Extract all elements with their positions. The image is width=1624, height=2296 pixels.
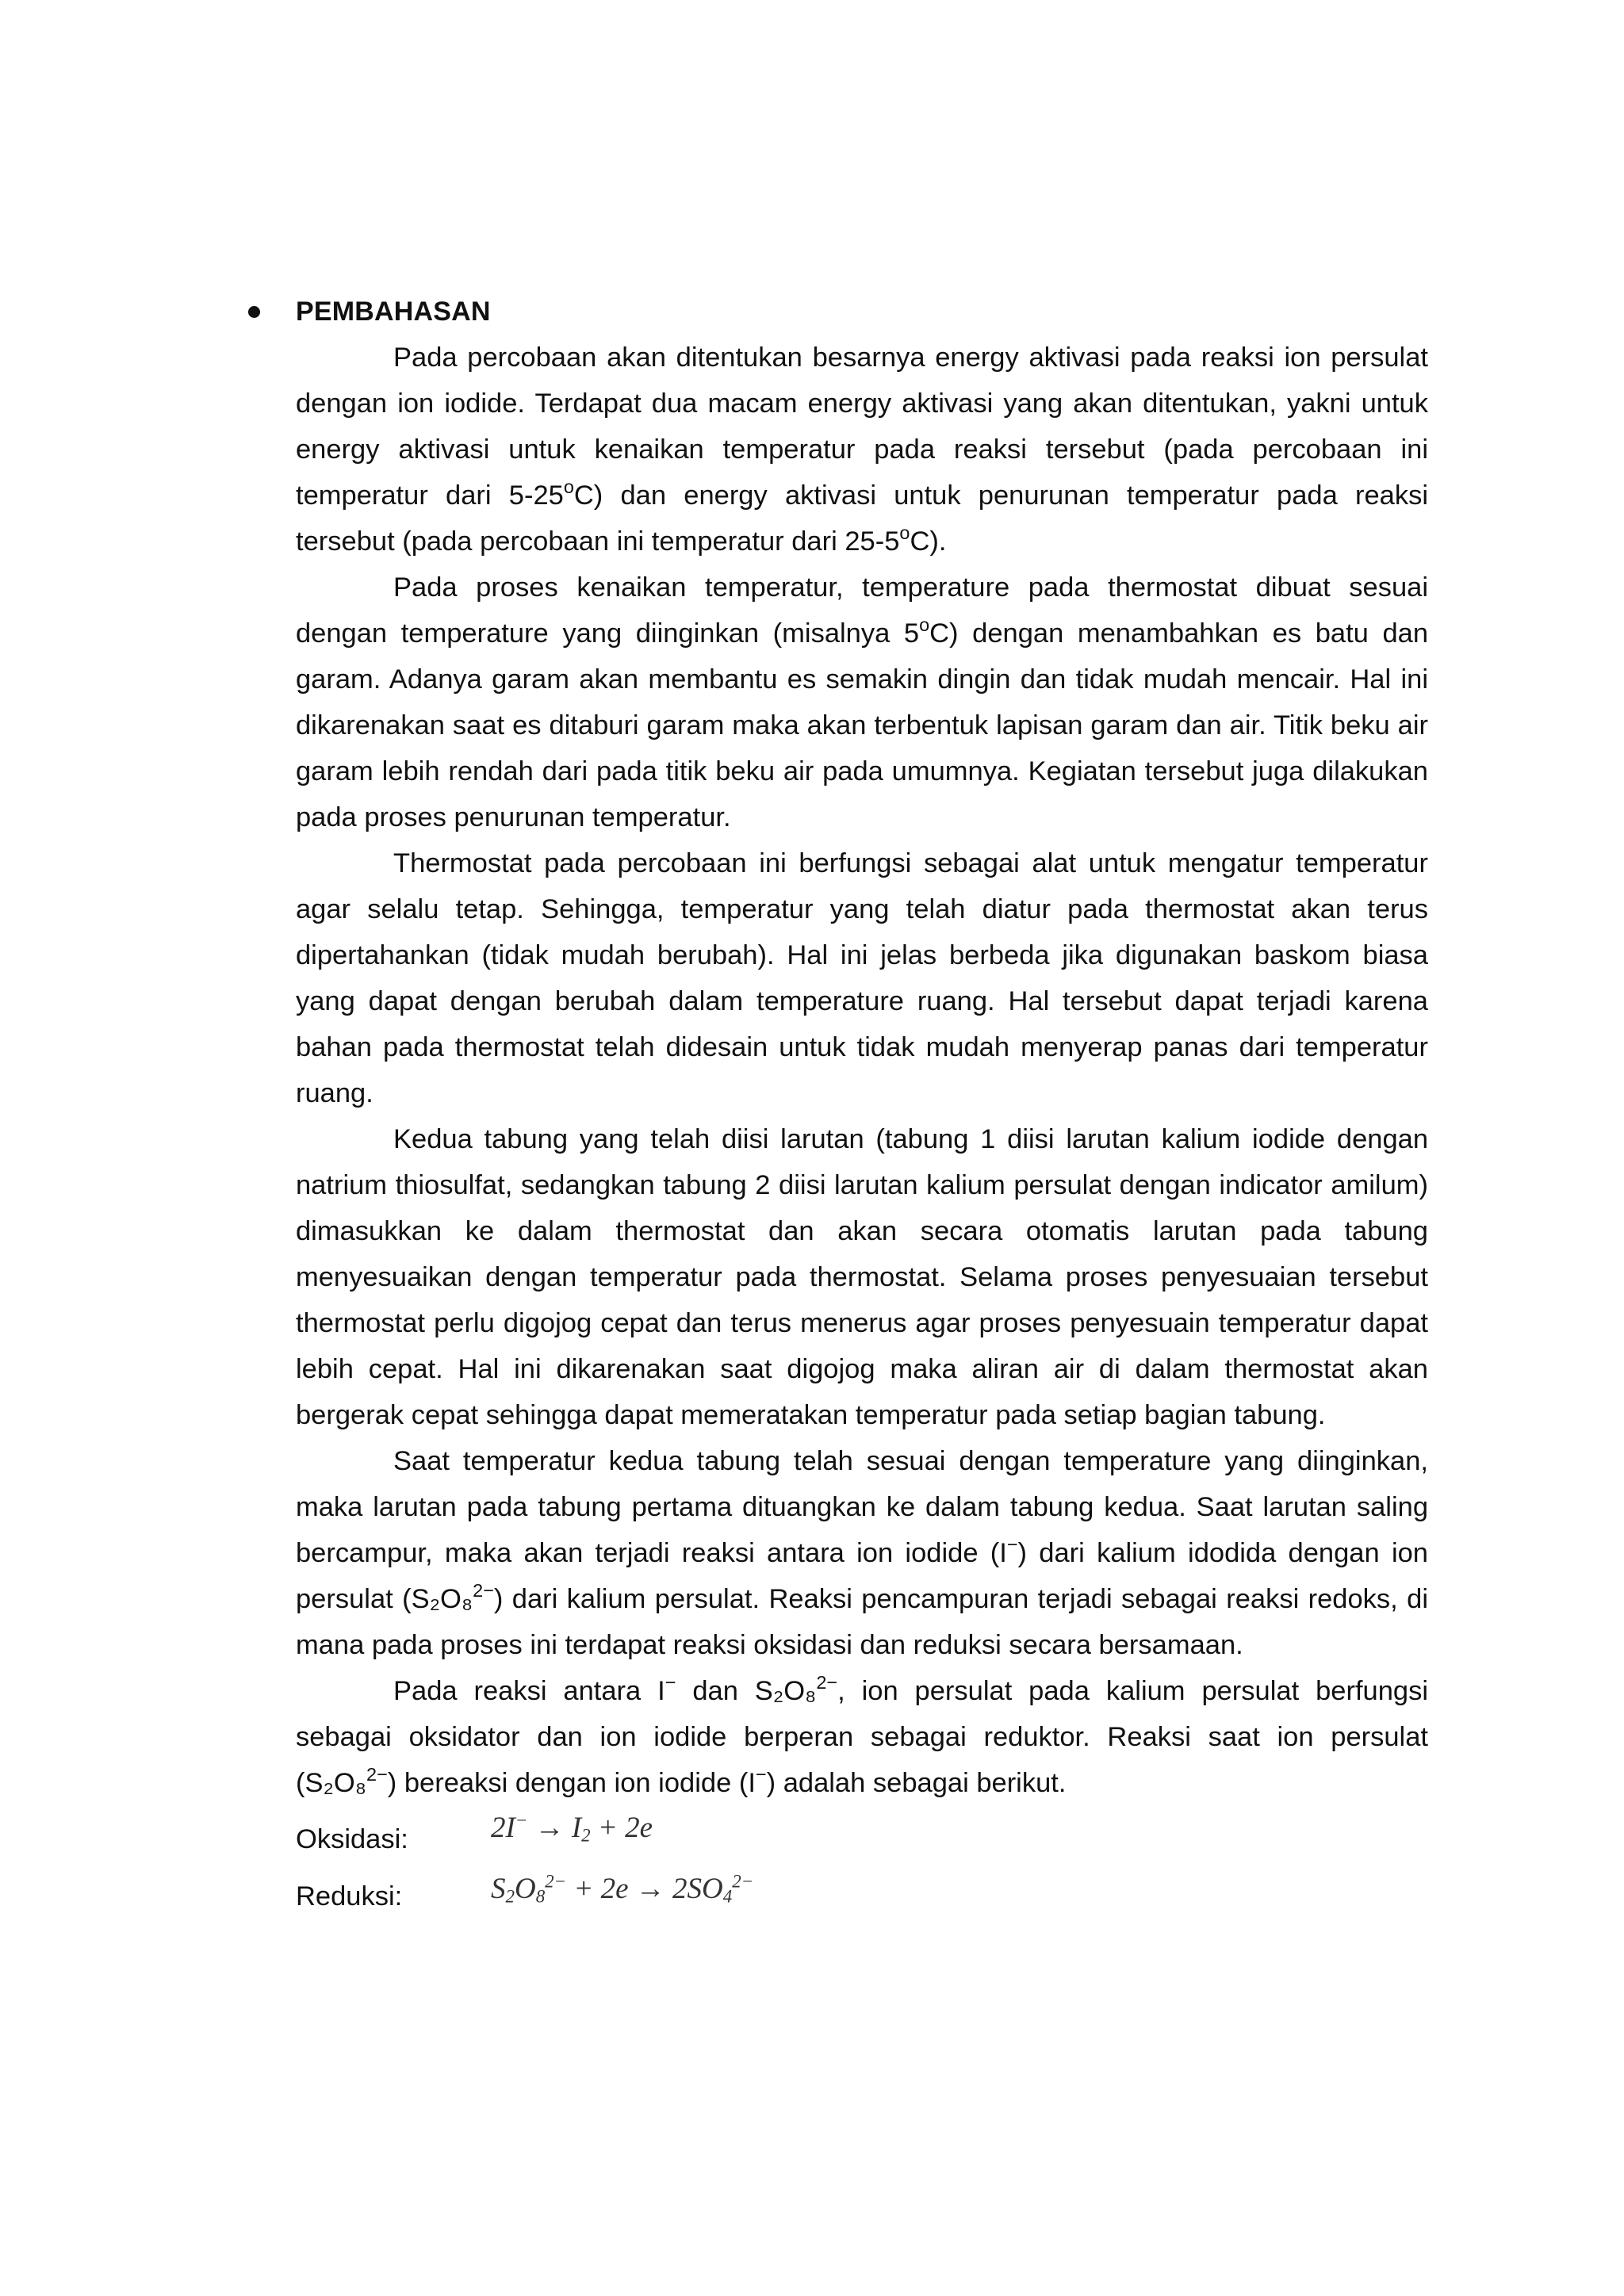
pembahasan-section bbox=[296, 289, 1428, 1920]
charge-superscript: 2− bbox=[473, 1579, 494, 1601]
paragraph-3: Thermostat pada percobaan ini berfungsi sebagai alat untuk mengatur temperatur agar selalu tetap. Sehingga, temperatur yang telah diatur pada thermostat akan terus dipertahankan (tidak mudah berubah). Hal ini jelas berbeda jika digunakan baskom biasa yang dapat dengan berubah dalam temperature ruang. Hal tersebut dapat terjadi karena bahan pada thermostat telah didesain untuk tidak mudah menyerap panas dari temperatur ruang. bbox=[296, 848, 1428, 1108]
degree-superscript: o bbox=[563, 476, 574, 497]
paragraph-text: C). bbox=[910, 526, 947, 557]
paragraph-2 bbox=[296, 564, 1428, 840]
paragraph-text: ) dari kalium idodida dengan ion persulat (S₂O₈ bbox=[296, 1538, 1428, 1614]
paragraph-text: Pada reaksi antara I bbox=[393, 1676, 665, 1706]
paragraph-5 bbox=[296, 1438, 1428, 1668]
paragraph-text: ) bereaksi dengan ion iodide (I bbox=[387, 1768, 756, 1798]
bullet-icon bbox=[248, 306, 260, 318]
formula-part: + 2e → 2SO bbox=[566, 1872, 723, 1905]
oxidation-label: Oksidasi: bbox=[296, 1823, 408, 1854]
formula-superscript: 2− bbox=[545, 1870, 567, 1891]
reduction-label: Reduksi: bbox=[296, 1881, 403, 1911]
formula-superscript: − bbox=[515, 1809, 528, 1830]
degree-superscript: o bbox=[899, 522, 910, 543]
formula-part: 2I bbox=[491, 1811, 515, 1844]
paragraph-text: C) dengan menambahkan es batu dan garam. Adanya garam akan membantu es semakin dingin dan tidak mudah mencair. Hal ini dikarenakan saat es ditaburi garam maka akan terbentuk lapisan garam dan air. Titik beku air garam lebih rendah dari pada titik beku air pada umumnya. Kegiatan tersebut juga dilakukan pada proses penurunan temperatur. bbox=[296, 618, 1429, 832]
formula-superscript: 2− bbox=[732, 1870, 754, 1891]
paragraph-text: C) dan energy aktivasi untuk penurunan temperatur pada reaksi tersebut (pada percobaan ini temperatur dari 25-5 bbox=[296, 480, 1428, 557]
charge-superscript: − bbox=[665, 1671, 676, 1693]
reduction-equation-row bbox=[296, 1863, 1428, 1920]
paragraph-text: , ion persulat pada kalium persulat berfungsi sebagai oksidator dan ion iodide berperan sebagai reduktor. Reaksi saat ion persulat (S₂O₈ bbox=[296, 1676, 1429, 1798]
formula-part: S bbox=[491, 1872, 506, 1905]
oxidation-formula bbox=[491, 1811, 653, 1845]
formula-subscript: 2 bbox=[581, 1825, 591, 1846]
charge-superscript: 2− bbox=[366, 1763, 388, 1785]
formula-part: O bbox=[514, 1872, 536, 1905]
paragraph-text: dan S₂O₈ bbox=[676, 1676, 817, 1706]
section-heading: PEMBAHASAN bbox=[296, 297, 491, 327]
paragraph-text: Pada percobaan akan ditentukan besarnya energy aktivasi pada reaksi ion persulat dengan ion iodide. Terdapat dua macam energy aktivasi yang akan ditentukan, yakni untuk energy aktivasi untuk kenaikan temperatur pada reaksi tersebut (pada percobaan ini temperatur dari 5-25 bbox=[296, 342, 1428, 511]
formula-subscript: 4 bbox=[722, 1886, 733, 1907]
charge-superscript: − bbox=[1006, 1533, 1018, 1555]
paragraph-text: Pada proses kenaikan temperatur, temperature pada thermostat dibuat sesuai dengan temperature yang diinginkan (misalnya 5 bbox=[296, 572, 1428, 649]
formula-part: + 2e bbox=[590, 1811, 653, 1844]
charge-superscript: 2− bbox=[816, 1671, 838, 1693]
paragraph-4: Kedua tabung yang telah diisi larutan (tabung 1 diisi larutan kalium iodide dengan natrium thiosulfat, sedangkan tabung 2 diisi larutan kalium persulat dengan indicator amilum) dimasukkan ke dalam thermostat dan akan secara otomatis larutan pada tabung menyesuaikan dengan temperatur pada thermostat. Selama proses penyesuaian tersebut thermostat perlu digojog cepat dan terus menerus agar proses penyesuain temperatur dapat lebih cepat. Hal ini dikarenakan saat digojog maka aliran air di dalam thermostat akan bergerak cepat sehingga dapat memeratakan temperatur pada setiap bagian tabung. bbox=[296, 1124, 1428, 1430]
oxidation-equation-row bbox=[296, 1806, 1428, 1863]
degree-superscript: o bbox=[919, 614, 930, 635]
formula-part: → I bbox=[527, 1811, 582, 1844]
paragraph-text: ) adalah sebagai berikut. bbox=[766, 1768, 1067, 1798]
paragraph-6 bbox=[296, 1668, 1428, 1806]
paragraph-text: ) dari kalium persulat. Reaksi pencampuran terjadi sebagai reaksi redoks, di mana pada proses ini terdapat reaksi oksidasi dan reduksi secara bersamaan. bbox=[296, 1584, 1428, 1660]
formula-subscript: 2 bbox=[505, 1886, 515, 1907]
charge-superscript: − bbox=[755, 1763, 767, 1785]
section-heading-row bbox=[296, 289, 1428, 335]
paragraph-1 bbox=[296, 335, 1428, 564]
formula-subscript: 8 bbox=[535, 1886, 546, 1907]
paragraph-text: Saat temperatur kedua tabung telah sesuai dengan temperature yang diinginkan, maka larutan pada tabung pertama dituangkan ke dalam tabung kedua. Saat larutan saling bercampur, maka akan terjadi reaksi antara ion iodide (I bbox=[296, 1446, 1428, 1568]
reduction-formula bbox=[491, 1872, 753, 1906]
